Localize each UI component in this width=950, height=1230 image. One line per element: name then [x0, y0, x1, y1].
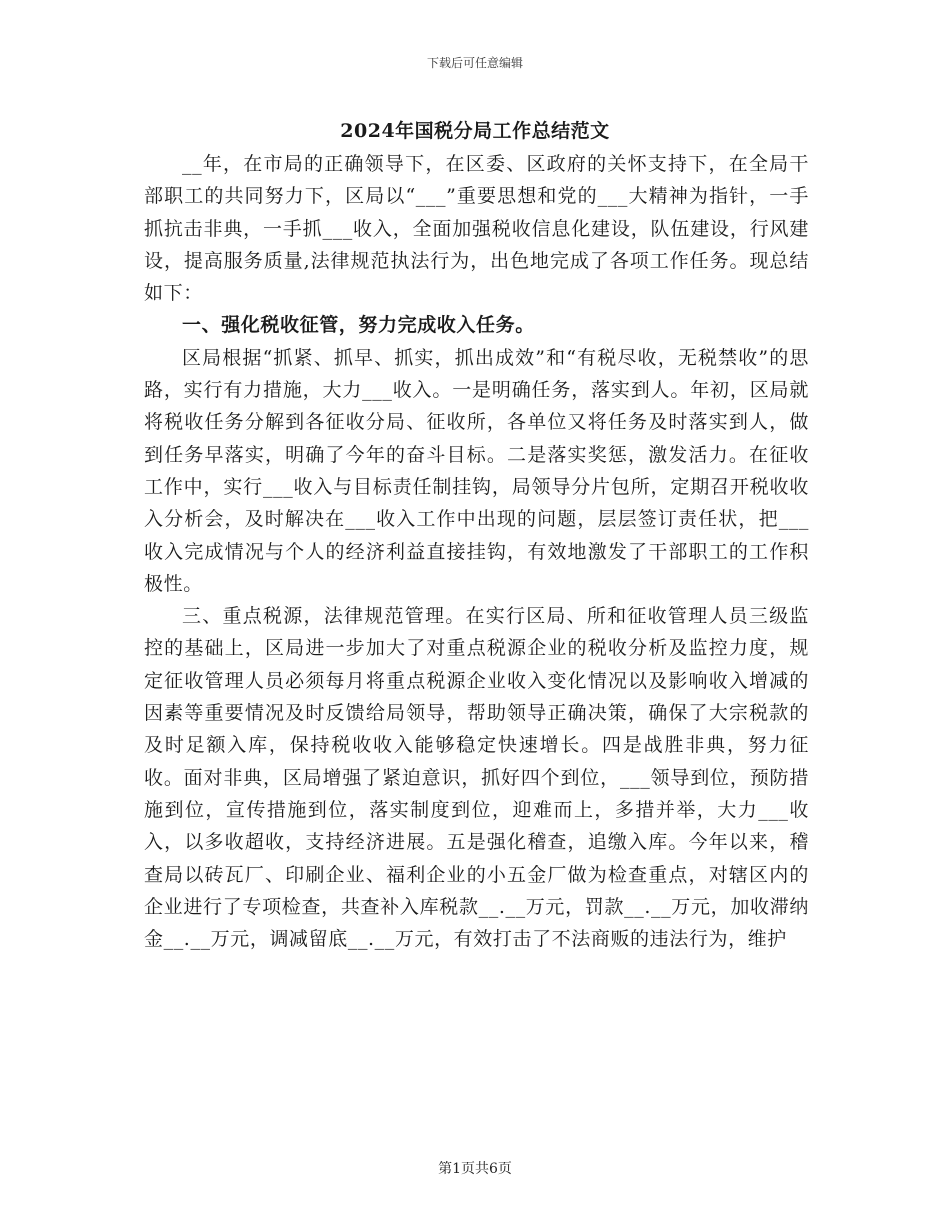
- section-heading: 一、强化税收征管，努力完成收入任务。: [182, 314, 535, 337]
- document-body: [144, 148, 809, 955]
- document-title: 2024年国税分局工作总结范文: [340, 120, 610, 142]
- body-paragraph: 三、重点税源，法律规范管理。在实行区局、所和征收管理人员三级监控的基础上，区局进一步加大了对重点税源企业的税收分析及监控力度，规定征收管理人员必须每月将重点税源企业收入变化情况以及影响收入增减的因素等重要情况及时反馈给局领导，帮助领导正确决策，确保了大宗税款的及时足额入库，保持税收收入能够稳定快速增长。四是战胜非典，努力征收。面对非典，区局增强了紧迫意识，抓好四个到位，___领导到位，预防措施到位，宣传措施到位，落实制度到位，迎难而上，多措并举，大力___收入，以多收超收，支持经济进展。五是强化稽查，追缴入库。今年以来，稽查局以砖瓦厂、印刷企业、福利企业的小五金厂做为检查重点，对辖区内的企业进行了专项检查，共查补入库税款__.__万元，罚款__.__万元，加收滞纳金__.__万元，调减留底__.__万元，有效打击了不法商贩的违法行为，维护: [144, 605, 809, 951]
- intro-paragraph: __年，在市局的正确领导下，在区委、区政府的关怀支持下，在全局干部职工的共同努力下，区局以“___”重要思想和党的___大精神为指针，一手抓抗击非典，一手抓___收入，全面加强税收信息化建设，队伍建设，行风建设，提高服务质量,法律规范执法行为，出色地完成了各项工作任务。现总结如下：: [144, 153, 809, 305]
- header-note: 下载后可任意编辑: [426, 56, 523, 70]
- body-paragraph: 区局根据“抓紧、抓早、抓实，抓出成效”和“有税尽收，无税禁收”的思路，实行有力措施，大力___收入。一是明确任务，落实到人。年初，区局就将税收任务分解到各征收分局、征收所，各单位又将任务及时落实到人，做到任务早落实，明确了今年的奋斗目标。二是落实奖惩，激发活力。在征收工作中，实行___收入与目标责任制挂钩，局领导分片包所，定期召开税收收入分析会，及时解决在___收入工作中出现的问题，层层签订责任状，把___收入完成情况与个人的经济利益直接挂钩，有效地激发了干部职工的工作积极性。: [144, 346, 809, 595]
- page-footer: 第1页共6页: [438, 1161, 512, 1177]
